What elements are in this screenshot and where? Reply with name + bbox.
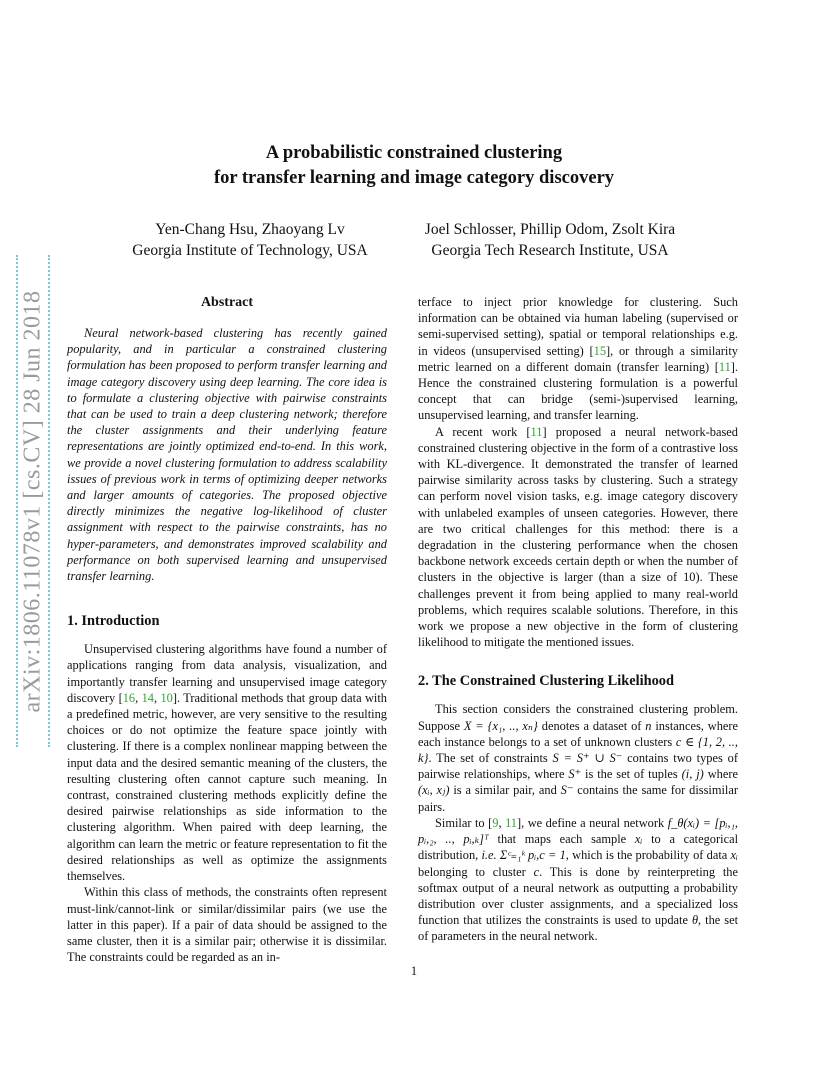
page-number: 1	[410, 964, 418, 978]
intro-paragraph-1: Unsupervised clustering algorithms have found a number of applications ranging from data analysis, visualization, and importantly transfer learning and unsupervised image category discovery [16, 14, 10]. Traditional methods that group data with a predefined metric, however, are very sensitive to the resulting choices or do not optimize the feature space jointly with clustering. If there is a complex nonlinear mapping between the input data and the desired semantic meaning of the clusters, the resulting clustering often cannot capture such meaning. In contrast, constrained clustering methods explicitly define the desired pairwise relationships as side information to the clustering algorithm. When paired with deep learning, the algorithm can learn the metric or feature representation to fit the desired relationships as well as optimize the assignments themselves.	[67, 642, 387, 884]
author-names-right: Joel Schlosser, Phillip Odom, Zsolt Kira	[424, 221, 676, 238]
citation-link[interactable]: 11	[718, 359, 731, 374]
abstract-heading: Abstract	[200, 295, 254, 310]
left-column	[67, 294, 387, 965]
arxiv-id-text: arXiv:1806.11078v1 [cs.CV] 28 Jun 2018	[19, 289, 46, 713]
arxiv-identifier-stamp	[14, 255, 52, 747]
section-heading-constrained-clustering: 2. The Constrained Clustering Likelihood	[418, 673, 675, 690]
paper-title	[0, 141, 828, 191]
citation-link[interactable]: 10	[160, 690, 173, 705]
citation-link[interactable]: 16	[122, 690, 136, 705]
section2-paragraph-2: Similar to [9, 11], we define a neural network f_θ(xᵢ) = [pᵢ,₁, pᵢ,₂, .., pᵢ,ₖ]ᵀ that maps each sample xᵢ to a categorical distribution, i.e. Σᶜ₌₁ᵏ pᵢ,c = 1, which is the probability of data xᵢ belonging to cluster c. This is done by reinterpreting the softmax output of a neural network as outputting a probability distribution over cluster assignments, and a specialized loss function that utilizes the constraints is used to update θ, the set of parameters in the neural network.	[418, 815, 739, 944]
citation-link[interactable]: 9	[492, 815, 499, 830]
citation-link[interactable]: 14	[141, 690, 154, 705]
intro-paragraph-recent-work: A recent work [11] proposed a neural network-based constrained clustering objective in the form of a contrastive loss with KL-divergence. It demonstrated the transfer of learned pairwise similarity across tasks by clustering. Such a strategy can perform novel vision tasks, e.g. image category discovery with unlabeled examples of unseen categories. However, there are two critical challenges for this method: there is a degradation in the clustering performance when the chosen backbone network exceeds certain depth or when the number of clusters in the objective is larger (than a size of 10). These challenges prevent it from being applied to many real-world problems, which requires scalable solutions. Therefore, in this work we propose a new objective in the form of clustering likelihood to mitigate the mentioned issues.	[418, 424, 738, 650]
abstract-text: Neural network-based clustering has recently gained popularity, and in particular a constrained clustering formulation has been proposed to perform transfer learning and image category discovery using deep learning. The core idea is to formulate a clustering objective with pairwise constraints that can be used to train a deep clustering network; therefore the cluster assignments and their underlying feature representations are jointly optimized end-to-end. In this work, we provide a novel clustering formulation to address scalability issues of previous work in terms of optimizing deeper networks and larger amounts of categories. The proposed objective directly minimizes the negative log-likelihood of cluster assignment with respect to the pairwise constraints, has no hyper-parameters, and demonstrates improved scalability and performance on both supervised learning and unsupervised transfer learning.	[67, 326, 387, 584]
title-line-2: for transfer learning and image category discovery	[213, 168, 615, 188]
author-block-left	[120, 219, 380, 261]
affiliation-right: Georgia Tech Research Institute, USA	[431, 242, 669, 259]
right-column	[418, 294, 738, 945]
citation-link[interactable]: 11	[505, 815, 517, 830]
intro-paragraph-2: Within this class of methods, the constraints often represent must-link/cannot-link or similar/dissimilar pairs (we use the latter in this paper). If a pair of data should be assigned to the same cluster, then it is a similar pair; otherwise it is dissimilar. The constraints could be regarded as an in-	[67, 885, 387, 965]
intro-paragraph-continued: terface to inject prior knowledge for clustering. Such information can be obtained via human labeling (supervised or semi-supervised setting), spatial or temporal relationships e.g. in videos (unsupervised setting) [15], or through a similarity metric learned on a different domain (transfer learning) [11]. Hence the constrained clustering formulation is a powerful concept that can bridge (semi-)supervised learning, unsupervised learning, and transfer learning.	[418, 295, 738, 423]
author-names-left: Yen-Chang Hsu, Zhaoyang Lv	[155, 221, 345, 238]
author-block-right	[410, 219, 690, 261]
section2-paragraph-1: This section considers the constrained clustering problem. Suppose X = {x₁, .., xₙ} denotes a dataset of n instances, where each instance belongs to a set of unknown clusters c ∈ {1, 2, .., k}. The set of constraints S = S⁺ ∪ S⁻ contains two types of pairwise relationships, where S⁺ is the set of tuples (i, j) where (xᵢ, xⱼ) is a similar pair, and S⁻ contains the same for dissimilar pairs.	[418, 702, 739, 814]
affiliation-left: Georgia Institute of Technology, USA	[132, 242, 368, 259]
citation-link[interactable]: 11	[530, 424, 543, 439]
title-line-1: A probabilistic constrained clustering	[265, 143, 563, 163]
section-heading-introduction: 1. Introduction	[67, 613, 160, 630]
citation-link[interactable]: 15	[593, 343, 607, 358]
